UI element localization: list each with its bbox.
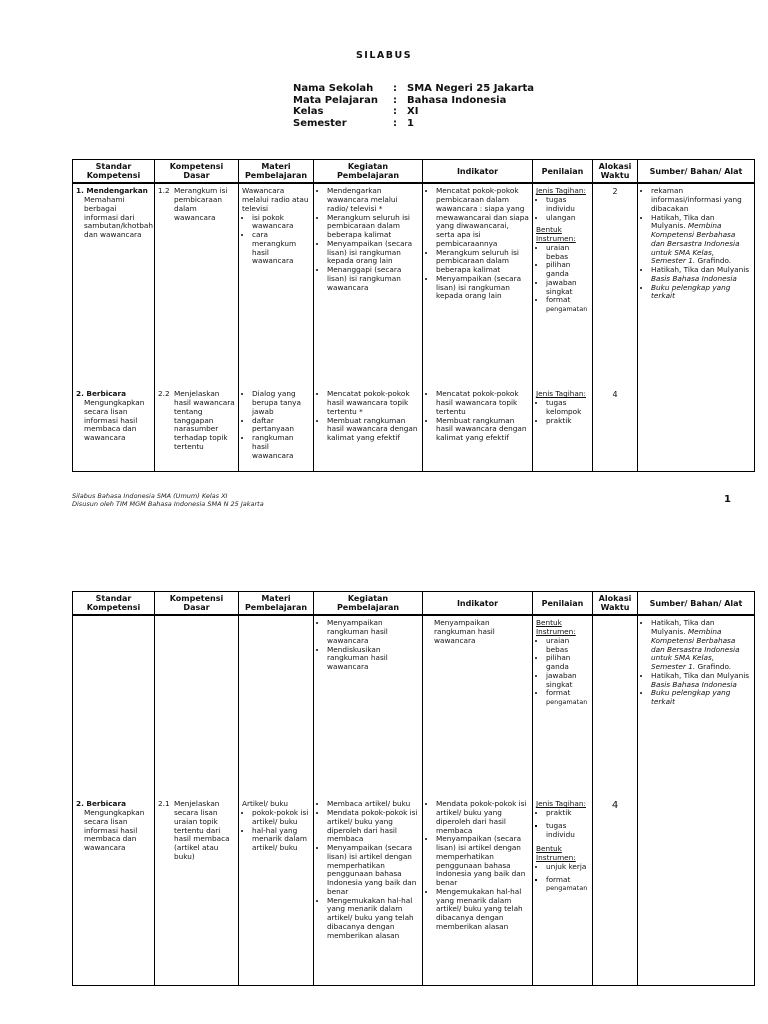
- cell-sk: [73, 615, 155, 797]
- info-label: Mata Pelajaran: [293, 94, 378, 106]
- syllabus-table-page2: [72, 591, 755, 986]
- kd-number: 2.1: [158, 799, 170, 809]
- header-penilaian: Penilaian: [533, 592, 593, 616]
- list-item: • Mencatat pokok-pokok pembicaraan dalam wawancara : siapa yang mewawancarai dan siapa yang diwawancarai, serta apa isi pembicaraannya: [436, 187, 529, 248]
- cell-materi: [239, 615, 314, 797]
- cell-sumber: [638, 615, 755, 797]
- sumber-book-title: Membina Kompetensi Berbahasa dan Bersastra Indonesia untuk SMA Kelas, Semester 1.: [651, 221, 740, 266]
- page-number: 1: [724, 494, 731, 505]
- info-colon: :: [393, 117, 397, 129]
- list-item: [546, 876, 589, 894]
- info-colon: :: [393, 94, 397, 106]
- sumber-author: Hatikah, Tika dan Mulyanis: [651, 670, 750, 680]
- materi-intro: Artikel/ buku: [242, 799, 289, 809]
- sumber-publisher: Grafindo.: [697, 256, 732, 266]
- info-label: Nama Sekolah: [293, 83, 374, 94]
- table-row: [73, 615, 755, 797]
- list-item: • tugas kelompok: [546, 399, 589, 417]
- list-item: • hal-hal yang menarik dalam artikel/ buku: [252, 827, 310, 853]
- list-item: • cara merangkum hasil wawancara: [252, 231, 310, 266]
- cell-indikator: [423, 387, 533, 471]
- list-item: • Menanggapi (secara lisan) isi rangkuman wawancara: [327, 266, 419, 292]
- kd-text: Merangkum isi pembicaraan dalam wawancara: [174, 186, 228, 222]
- header-standar-kompetensi: Standar Kompetensi: [73, 592, 155, 616]
- list-item: • Menyampaikan (secara lisan) isi artikel dengan memperhatikan penggunaan bahasa Indonesia yang baik dan benar: [436, 835, 529, 888]
- format-label: format: [546, 295, 571, 305]
- school-info: [293, 83, 534, 129]
- cell-sumber: [638, 387, 755, 471]
- list-item: • uraian bebas: [546, 244, 589, 262]
- cell-penilaian: [533, 797, 593, 985]
- list-item: • rekaman informasi/informasi yang dibacakan: [651, 187, 751, 213]
- cell-kegiatan: [314, 615, 423, 797]
- cell-sumber: [638, 183, 755, 387]
- list-item: • pokok-pokok isi artikel/ buku: [252, 809, 310, 827]
- cell-kegiatan: [314, 387, 423, 471]
- header-standar-kompetensi: Standar Kompetensi: [73, 160, 155, 184]
- cell-kd: [155, 387, 239, 471]
- cell-penilaian: [533, 387, 593, 471]
- list-item: • Mengemukakan hal-hal yang menarik dalam artikel/ buku yang telah dibacanya dengan memberikan alasan: [327, 897, 419, 941]
- cell-penilaian: [533, 615, 593, 797]
- header-sumber: Sumber/ Bahan/ Alat: [638, 160, 755, 184]
- sk-text: Memahami berbagai informasi dari sambutan/khotbah dan wawancara: [84, 195, 153, 240]
- list-item: [546, 689, 589, 707]
- list-item: [651, 214, 751, 267]
- cell-kegiatan: [314, 183, 423, 387]
- list-item: • Buku pelengkap yang terkait: [651, 284, 751, 302]
- list-item: • pilihan ganda: [546, 654, 589, 672]
- penilaian-jenis: Jenis Tagihan:: [536, 389, 586, 399]
- header-alokasi: Alokasi Waktu: [593, 160, 638, 184]
- table-row: [73, 183, 755, 387]
- info-colon: :: [393, 83, 397, 94]
- syllabus-table-page1: [72, 159, 755, 472]
- header-kompetensi-dasar: Kompetensi Dasar: [155, 592, 239, 616]
- list-item: • Mendiskusikan rangkuman hasil wawancara: [327, 646, 419, 672]
- cell-indikator: [423, 797, 533, 985]
- list-item: • Mendengarkan wawancara melalui radio/ televisi *: [327, 187, 419, 213]
- cell-sk: [73, 387, 155, 471]
- sumber-author: Hatikah, Tika dan Mulyanis: [651, 265, 750, 275]
- footer-line: Disusun oleh TIM MGM Bahasa Indonesia SMA N 25 Jakarta: [72, 500, 264, 508]
- list-item: • Mencatat pokok-pokok hasil wawancara topik tertentu *: [327, 390, 419, 416]
- cell-penilaian: [533, 183, 593, 387]
- header-kompetensi-dasar: Kompetensi Dasar: [155, 160, 239, 184]
- cell-alokasi: 2: [593, 183, 638, 387]
- list-item: • Mendata pokok-pokok isi artikel/ buku yang diperoleh dari hasil membaca: [436, 800, 529, 835]
- header-kegiatan: Kegiatan Pembelajaran: [314, 160, 423, 184]
- list-item: [546, 296, 589, 314]
- cell-materi: [239, 797, 314, 985]
- format-label: format: [546, 874, 571, 884]
- cell-kd: [155, 183, 239, 387]
- list-item: • Membuat rangkuman hasil wawancara dengan kalimat yang efektif: [436, 417, 529, 443]
- penilaian-bentuk: Bentuk Instrumen:: [536, 618, 576, 637]
- table-header-row: [73, 160, 755, 184]
- penilaian-jenis: Jenis Tagihan:: [536, 186, 586, 196]
- list-item: • Mendata pokok-pokok isi artikel/ buku yang diperoleh dari hasil membaca: [327, 809, 419, 844]
- list-item: • Menyampaikan (secara lisan) isi rangkuman kepada orang lain: [327, 240, 419, 266]
- info-row-school: [293, 83, 534, 95]
- cell-kegiatan: [314, 797, 423, 985]
- cell-kd: [155, 797, 239, 985]
- cell-alokasi: 4: [593, 387, 638, 471]
- sumber-author: Hatikah, Tika dan Mulyanis.: [651, 618, 715, 637]
- pengamatan-label: pengamatan: [546, 884, 588, 893]
- cell-indikator: [423, 615, 533, 797]
- list-item: • jawaban singkat: [546, 672, 589, 690]
- sumber-book-title: Membina Kompetensi Berbahasa dan Bersastra Indonesia untuk SMA Kelas, Semester 1.: [651, 627, 740, 672]
- info-label: Kelas: [293, 106, 324, 117]
- sumber-book-title: Basis Bahasa Indonesia: [651, 679, 737, 689]
- sumber-publisher: Grafindo.: [697, 662, 732, 672]
- info-label: Semester: [293, 117, 347, 129]
- table-row: [73, 387, 755, 471]
- list-item: • Merangkum seluruh isi pembicaraan dalam beberapa kalimat: [327, 214, 419, 240]
- cell-alokasi: 4: [593, 797, 638, 985]
- cell-kd: [155, 615, 239, 797]
- cell-materi: [239, 387, 314, 471]
- list-item: • praktik: [546, 809, 589, 818]
- sumber-book-title: Basis Bahasa Indonesia: [651, 273, 737, 283]
- list-item: • daftar pertanyaan: [252, 417, 310, 435]
- list-item: • jawaban singkat: [546, 279, 589, 297]
- info-value: Bahasa Indonesia: [407, 94, 507, 106]
- penilaian-bentuk: Bentuk Instrumen:: [536, 225, 576, 244]
- penilaian-bentuk: Bentuk Instrumen:: [536, 844, 576, 863]
- sk-title: 2. Berbicara: [76, 799, 126, 809]
- info-value: XI: [407, 106, 419, 117]
- penilaian-jenis: Jenis Tagihan:: [536, 799, 586, 809]
- kd-text: Menjelaskan secara lisan uraian topik tertentu dari hasil membaca (artikel atau buku): [174, 799, 230, 861]
- list-item: • ulangan: [546, 214, 589, 223]
- cell-indikator: [423, 183, 533, 387]
- info-value: SMA Negeri 25 Jakarta: [407, 83, 535, 94]
- info-row-semester: [293, 118, 534, 130]
- indikator-text: Menyampaikan rangkuman hasil wawancara: [434, 618, 495, 645]
- sk-title: 1. Mendengarkan: [76, 186, 148, 196]
- cell-alokasi: [593, 615, 638, 797]
- list-item: • Menyampaikan rangkuman hasil wawancara: [327, 619, 419, 645]
- list-item: • rangkuman hasil wawancara: [252, 434, 310, 460]
- list-item: • Mencatat pokok-pokok hasil wawancara topik tertentu: [436, 390, 529, 416]
- sumber-author: Hatikah, Tika dan Mulyanis.: [651, 212, 715, 231]
- table-row: [73, 797, 755, 985]
- list-item: • isi pokok wawancara: [252, 214, 310, 232]
- header-indikator: Indikator: [423, 160, 533, 184]
- document-title: SILABUS: [355, 50, 413, 61]
- list-item: • Menyampaikan (secara lisan) isi artikel dengan memperhatikan penggunaan bahasa Indonesia yang baik dan benar: [327, 844, 419, 897]
- list-item: • tugas individu: [546, 196, 589, 214]
- cell-sk: [73, 797, 155, 985]
- info-value: 1: [407, 117, 414, 129]
- materi-intro: Wawancara melalui radio atau televisi: [242, 186, 309, 213]
- list-item: [651, 619, 751, 672]
- cell-sk: [73, 183, 155, 387]
- page-footer: [72, 492, 264, 508]
- header-materi: Materi Pembelajaran: [239, 160, 314, 184]
- header-materi: Materi Pembelajaran: [239, 592, 314, 616]
- list-item: • pilihan ganda: [546, 261, 589, 279]
- list-item: • Merangkum seluruh isi pembicaraan dalam beberapa kalimat: [436, 249, 529, 275]
- list-item: • Mengemukakan hal-hal yang menarik dalam artikel/ buku yang telah dibacanya dengan memberikan alasan: [436, 888, 529, 932]
- pengamatan-label: pengamatan: [546, 305, 588, 314]
- list-item: • unjuk kerja: [546, 863, 589, 872]
- list-item: • uraian bebas: [546, 637, 589, 655]
- cell-sumber: [638, 797, 755, 985]
- header-sumber: Sumber/ Bahan/ Alat: [638, 592, 755, 616]
- header-alokasi: Alokasi Waktu: [593, 592, 638, 616]
- list-item: • Membaca artikel/ buku: [327, 800, 419, 809]
- list-item: • Menyampaikan (secara lisan) isi rangkuman kepada orang lain: [436, 275, 529, 301]
- list-item: • Buku pelengkap yang terkait: [651, 689, 751, 707]
- list-item: [651, 672, 751, 690]
- info-row-subject: [293, 95, 534, 107]
- header-indikator: Indikator: [423, 592, 533, 616]
- list-item: ▪ tugas individu: [546, 822, 589, 840]
- list-item: • praktik: [546, 417, 589, 426]
- sk-text: Mengungkapkan secara lisan informasi hasil membaca dan wawancara: [84, 808, 145, 853]
- cell-materi: [239, 183, 314, 387]
- kd-number: 2.2: [158, 389, 170, 399]
- footer-line: Silabus Bahasa Indonesia SMA (Umum) Kelas XI: [72, 492, 228, 500]
- pengamatan-label: pengamatan: [546, 698, 588, 707]
- header-kegiatan: Kegiatan Pembelajaran: [314, 592, 423, 616]
- list-item: • Membuat rangkuman hasil wawancara dengan kalimat yang efektif: [327, 417, 419, 443]
- sk-text: Mengungkapkan secara lisan informasi hasil membaca dan wawancara: [84, 398, 145, 443]
- list-item: • Dialog yang berupa tanya jawab: [252, 390, 310, 416]
- format-label: format: [546, 688, 571, 698]
- info-row-class: [293, 106, 534, 118]
- header-penilaian: Penilaian: [533, 160, 593, 184]
- sk-title: 2. Berbicara: [76, 389, 126, 399]
- info-colon: :: [393, 106, 397, 117]
- kd-number: 1.2: [158, 186, 170, 196]
- table-header-row: [73, 592, 755, 616]
- list-item: [651, 266, 751, 284]
- kd-text: Menjelaskan hasil wawancara tentang tanggapan narasumber terhadap topik tertentu: [174, 389, 235, 451]
